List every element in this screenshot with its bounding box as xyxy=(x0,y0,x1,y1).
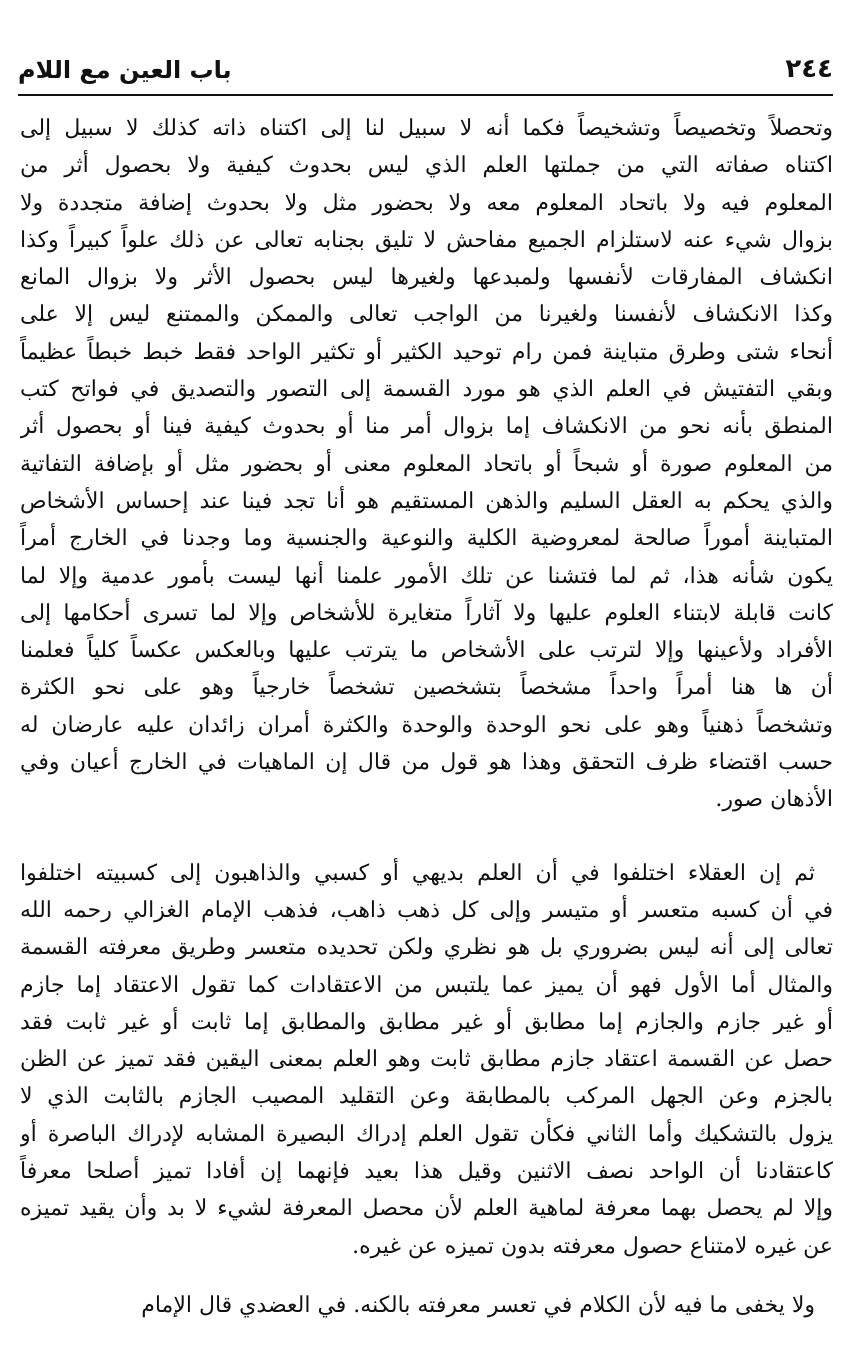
text-line: كاعتقادنا أن الواحد نصف الاثنين وقيل هذا بعيد فإنهما إن أفادا تميز أصلحا معرفاً xyxy=(20,1159,833,1185)
text-line: حصل عن القسمة اعتقاد جازم مطابق ثابت وهو العلم بمعنى اليقين فقد تميز عن الظن xyxy=(20,1047,833,1073)
paragraph-1 xyxy=(20,110,833,819)
text-line: وإلا لم يحصل بهما معرفة لماهية العلم لأن محصل المعرفة لشيء لا بد وأن يقيد تميزه xyxy=(20,1196,833,1222)
text-line: من المعلوم صورة أو شبحاً أو باتحاد المعلوم معنى أو بحضور مثل أو بإضافة التفاتية xyxy=(20,451,833,477)
text-line: وكذا الانكشاف لأنفسنا ولغيرنا من الواجب تعالى والممكن والممتنع ليس إلا على xyxy=(20,302,833,328)
paragraph-3 xyxy=(20,1287,833,1324)
text-line: وبقي التفتيش في العلم الذي هو مورد القسمة إلى التصور والتصديق في فواتح كتب xyxy=(20,377,833,403)
text-line: المعلوم فيه ولا باتحاد المعلوم معه ولا بحضور مثل ولا بحدوث إضافة متجددة ولا xyxy=(20,190,833,216)
text-line: اكتناه صفاته التي من جملتها العلم الذي ليس بحدوث كيفية ولا بحصول أثر من xyxy=(20,153,833,179)
text-line: بزوال شيء عنه لاستلزام الجميع مفاحش لا تليق بجنابه تعالى عن ذلك علواً كبيراً وكذا xyxy=(20,227,833,253)
paragraph-2 xyxy=(20,855,833,1265)
text-line: المتباينة أموراً صالحة لمعروضية الكلية والنوعية والجنسية وما وجدنا في الخارج أمراً xyxy=(20,526,833,552)
text-line: بالجزم وعن الجهل المركب بالمطابقة وعن التقليد المصيب الجازم بالثابت الذي لا xyxy=(20,1084,833,1110)
text-line: والذي يحكم به العقل السليم والذهن المستقيم هو أنا تجد فينا عند إحساس الأشخاص xyxy=(20,488,833,514)
text-line: الأذهان صور. xyxy=(715,787,833,813)
text-line: في أن كسبه متعسر أو متيسر وإلى كل ذهب ذاهب، فذهب الإمام الغزالي رحمه الله xyxy=(20,897,833,923)
text-line: أنحاء شتى وطرق متباينة فمن رام توحيد الكثير أو تكثير الواحد فقط خبط خبطاً عظيماً xyxy=(20,339,833,365)
text-line: انكشاف المفارقات لأنفسها ولمبدعها ولغيرها ليس بحصول الأثر ولا بزوال المانع xyxy=(20,265,833,291)
text-line: ثم إن العقلاء اختلفوا في أن العلم بديهي أو كسبي والذاهبون إلى كسبيته اختلفوا xyxy=(20,860,815,886)
page-number: ٢٤٤ xyxy=(785,54,833,84)
text-line: ولا يخفى ما فيه لأن الكلام في تعسر معرفته بالكنه. في العضدي قال الإمام xyxy=(141,1292,815,1318)
text-line: المنطق بأنه نحو من الانكشاف إما بزوال أمر منا أو بحدوث كيفية فينا أو بحصول أثر xyxy=(20,414,833,440)
text-line: يكون شأنه هذا، ثم لما فتشنا عن تلك الأمور علمنا أنها ليست بأمور عدمية وإلا لما xyxy=(20,563,833,589)
page-body xyxy=(20,110,833,1324)
text-line: عن غيره لامتناع حصول معرفته بدون تميزه عن غيره. xyxy=(352,1233,833,1259)
text-line: وتشخصاً ذهنياً وهو على نحو الوحدة والوحدة والكثرة أمران زائدان عليه عارضان له xyxy=(20,712,833,738)
text-line: حسب اقتضاء ظرف التحقق وهذا هو قول من قال إن الماهيات في الخارج أعيان وفي xyxy=(20,750,833,776)
page-header xyxy=(18,50,833,96)
text-line: تعالى إلى أنه ليس بضروري بل هو نظري ولكن تحديده متعسر وطريق معرفته القسمة xyxy=(20,935,833,961)
text-line: يزول بالتشكيك وأما الثاني فكأن تقول العلم إدراك البصيرة المشابه لإدراك الباصرة أو xyxy=(20,1121,833,1147)
text-line: الأفراد ولأعينها وإلا لترتب على الأشخاص ما يترتب عليها وبالعكس عكساً كلياً فعلمنا xyxy=(20,638,833,664)
text-line: أن ها هنا أمراً واحداً مشخصاً بتشخصين تشخصاً خارجياً وهو على نحو الكثرة xyxy=(20,675,833,701)
running-title: باب العين مع اللام xyxy=(18,56,232,84)
text-line: والمثال أما الأول فهو أن يميز عما يلتبس من الاعتقادات كما تقول الاعتقاد إما جازم xyxy=(20,972,833,998)
text-line: وتحصلاً وتخصيصاً وتشخيصاً فكما أنه لا سبيل لنا إلى اكتناه ذاته كذلك لا سبيل إلى xyxy=(20,116,833,141)
text-line: كانت قابلة لابتناء العلوم عليها ولا آثاراً متغايرة للأشخاص وإلا لما تسرى أحكامها إلى xyxy=(20,600,833,626)
text-line: أو غير جازم والجازم إما مطابق أو غير مطابق والمطابق إما ثابت أو غير ثابت فقد xyxy=(20,1009,833,1035)
